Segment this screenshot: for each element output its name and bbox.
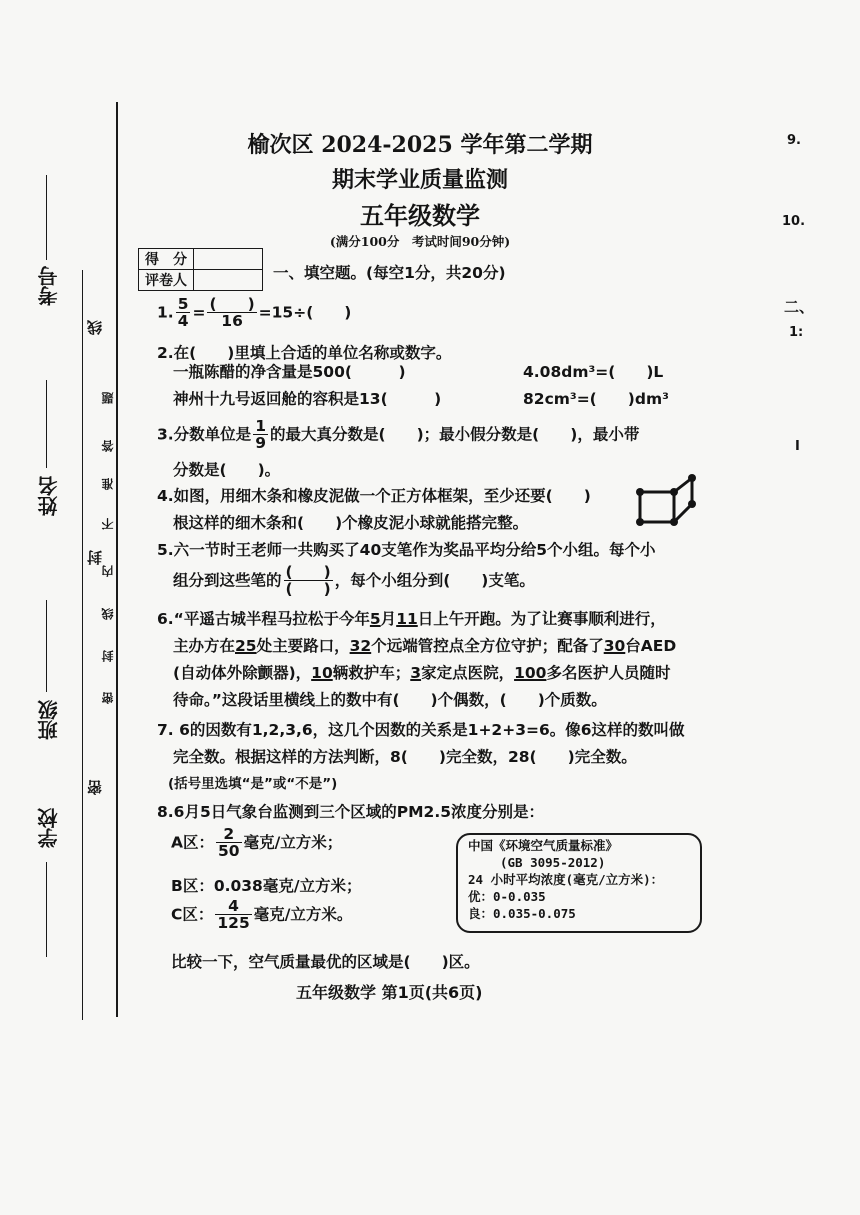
q7-line1: 7. 6的因数有1,2,3,6，这几个因数的关系是1+2+3=6。像6这样的数叫做 <box>157 721 685 739</box>
standard-line4: 优：0-0.035 <box>468 889 546 904</box>
section1-title: 一、填空题。(每空1分，共20分) <box>273 264 506 282</box>
exam-title-subject: 五年级数学 <box>360 201 480 230</box>
notice-char: 不 <box>101 518 115 530</box>
q8-region-c: C区： $\frac{4}{125}$ 毫克/立方米。 <box>171 897 353 933</box>
q7-line3: (括号里选填“是”或“不是”) <box>168 776 338 792</box>
exam-title-line2: 期末学业质量监测 <box>331 167 508 193</box>
q4-line1: 4.如图，用细木条和橡皮泥做一个正方体框架，至少还要( ) <box>157 487 591 505</box>
class-label: 班级 <box>37 700 61 740</box>
q8-stem: 8.6月5日气象台监测到三个区域的PM2.5浓度分别是： <box>157 803 544 821</box>
q8-fraction-c: $\frac{4}{125}$ <box>217 897 250 933</box>
notice-char: 题 <box>101 392 115 404</box>
score-label: 得 分 <box>139 249 194 270</box>
q7-line2: 完全数。根据这样的方法判断，8( )完全数，28( )完全数。 <box>173 748 637 766</box>
q1-number: 1. <box>157 303 174 322</box>
standard-line1: 中国《环境空气质量标准》 <box>468 838 619 853</box>
score-table <box>138 248 263 291</box>
score-cell[interactable] <box>194 249 263 270</box>
page-footer: 五年级数学 第1页(共6页) <box>296 983 483 1002</box>
standard-line3: 24 小时平均浓度(毫克/立方米)： <box>468 872 664 887</box>
cube-frame-figure <box>630 470 708 532</box>
q2-item-b: 4.08dm³=( )L <box>523 363 664 381</box>
school-label: 学校 <box>37 808 61 848</box>
q6-line3: (自动体外除颤器)，10辆救护车；3家定点医院，100多名医护人员随时 <box>173 664 671 682</box>
exam-title-line1: 榆次区 2024-2025 学年第二学期 <box>247 132 593 158</box>
seal-char-close: 密 <box>86 780 104 795</box>
q2-item-c: 神州十九号返回舱的容积是13( ) <box>173 390 442 408</box>
seal-char-line: 线 <box>86 320 104 335</box>
next-page-q1: 1: <box>789 325 804 340</box>
seal-char-seal: 封 <box>86 550 104 565</box>
next-page-section2: 二、 <box>784 298 815 316</box>
exam-note: (满分100分 考试时间90分钟) <box>329 234 511 249</box>
q1-fraction-b: $\frac{( )}{16}$ <box>209 295 255 331</box>
standard-line5: 良：0.035-0.075 <box>468 906 576 921</box>
q2-item-d: 82cm³=( )dm³ <box>523 390 669 408</box>
next-page-mark: I <box>795 439 800 454</box>
q8-region-a: A区： $\frac{2}{50}$ 毫克/立方米； <box>171 825 343 861</box>
q3-fraction: $\frac{1}{9}$ <box>255 417 266 453</box>
exam-number-label: 考号 <box>37 266 61 306</box>
notice-char: 内 <box>101 565 115 577</box>
q5-fraction: $\frac{( )}{( )}$ <box>285 563 331 599</box>
notice-char: 准 <box>101 478 115 490</box>
q5-line2: 组分到这些笔的 $\frac{( )}{( )}$ ，每个小组分到( )支笔。 <box>173 563 535 599</box>
q4-line2: 根这样的细木条和( )个橡皮泥小球就能搭完整。 <box>173 514 529 532</box>
q1-rest: =15÷( ) <box>258 303 352 322</box>
q6-line4: 待命。”这段话里横线上的数中有( )个偶数，( )个质数。 <box>173 691 607 709</box>
q8-fraction-a: $\frac{2}{50}$ <box>218 825 240 861</box>
question-3: 3.分数单位是 $\frac{1}{9}$ 的最大真分数是( )；最小假分数是( )，最小带 <box>157 417 640 453</box>
name-blank <box>46 380 47 468</box>
margin-column-rule <box>82 270 83 1020</box>
next-page-q10: 10. <box>782 214 806 229</box>
q6-line2: 主办方在25处主要路口，32个远端管控点全方位守护；配备了30台AED <box>173 637 677 655</box>
q1-fraction-a: $\frac{5}{4}$ <box>177 295 189 331</box>
standard-line2: (GB 3095-2012) <box>500 855 606 870</box>
class-blank <box>46 600 47 692</box>
q6-line1: 6.“平遥古城半程马拉松于今年5月11日上午开跑。为了让赛事顺利进行， <box>157 610 666 628</box>
air-quality-standard-box <box>456 833 702 933</box>
next-page-q9: 9. <box>787 133 801 148</box>
q2-item-a: 一瓶陈醋的净含量是500( ) <box>173 363 406 381</box>
exam-number-blank <box>46 175 47 260</box>
notice-char: 答 <box>101 440 115 452</box>
binding-line <box>116 102 118 1017</box>
notice-char: 密 <box>101 692 115 704</box>
question-1: 1. $\frac{5}{4}$ = $\frac{( )}{16}$ =15÷( ) <box>157 295 352 331</box>
q8-compare: 比较一下，空气质量最优的区域是( )区。 <box>171 953 480 971</box>
notice-char: 封 <box>101 650 115 662</box>
q8-region-b: B区：0.038毫克/立方米； <box>171 877 362 895</box>
name-label: 姓名 <box>37 476 61 516</box>
grader-cell[interactable] <box>194 270 263 291</box>
q2-stem: 2.在( )里填上合适的单位名称或数字。 <box>157 344 452 362</box>
grader-label: 评卷人 <box>139 270 194 291</box>
school-blank <box>46 862 47 957</box>
q3-line2: 分数是( )。 <box>173 461 281 479</box>
notice-char: 线 <box>101 608 115 620</box>
q5-line1: 5.六一节时王老师一共购买了40支笔作为奖品平均分给5个小组。每个小 <box>157 541 656 559</box>
